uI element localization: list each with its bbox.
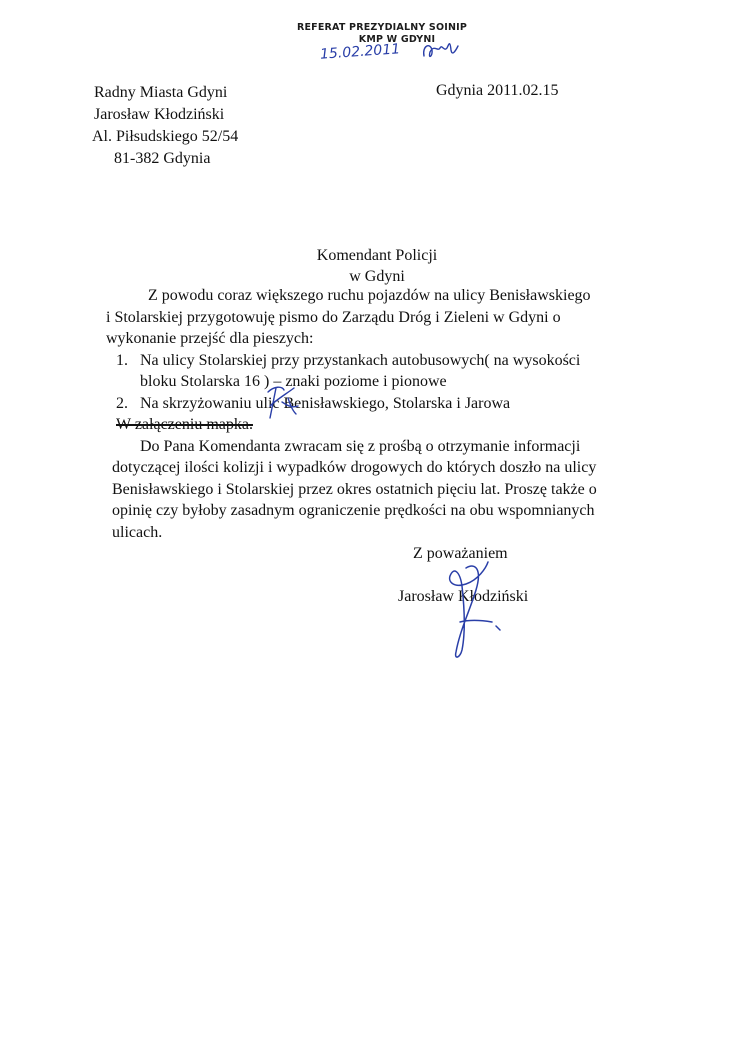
paragraph-2-line-2: dotyczącej ilości kolizji i wypadków drogowych do których doszło na ulicy <box>112 459 597 476</box>
sender-street: Al. Piłsudskiego 52/54 <box>92 128 239 145</box>
sender-title: Radny Miasta Gdyni <box>94 84 228 101</box>
paragraph-1-line-2: i Stolarskiej przygotowuję pismo do Zarządu Dróg i Zieleni w Gdyni o <box>106 308 561 326</box>
paragraph-1-line-3: wykonanie przejść dla pieszych: <box>106 330 314 347</box>
list-item-1-line-1: Na ulicy Stolarskiej przy przystankach autobusowych( na wysokości <box>140 351 581 369</box>
list-item-1-line-2: bloku Stolarska 16 ) – znaki poziome i pionowe <box>140 373 447 390</box>
list-item <box>108 393 648 415</box>
paragraph-2-line-5: ulicach. <box>112 523 163 541</box>
stamp-handwritten-date: 15.02.2011 <box>319 41 401 63</box>
paragraph-1-line-1: Z powodu coraz większego ruchu pojazdów na ulicy Benisławskiego <box>148 287 591 304</box>
letter-body <box>108 285 648 543</box>
sender-name: Jarosław Kłodziński <box>94 106 225 123</box>
letter-date: Gdynia 2011.02.15 <box>436 82 559 99</box>
recipient-line-1: Komendant Policji <box>316 247 438 264</box>
paragraph-2-line-3: Benisławskiego i Stolarskiej przez okres ostatnich pięciu lat. Proszę także o <box>112 480 597 498</box>
list-item-2-line-1: Na skrzyżowaniu ulic Benisławskiego, Stolarska i Jarowa <box>140 394 511 412</box>
paragraph-2-line-4: opinię czy byłoby zasadnym ograniczenie prędkości na obu wspomnianych <box>112 502 595 519</box>
sender-address <box>94 82 238 170</box>
list-number: 2. <box>116 394 128 412</box>
list-number: 1. <box>116 351 128 369</box>
handwritten-initials-icon <box>262 384 302 420</box>
struck-text: W załączeniu mapka. <box>116 416 253 433</box>
stamp-line-1: REFERAT PREZYDIALNY SOINIP <box>296 22 468 33</box>
signer-name: Jarosław Kłodziński <box>398 588 529 605</box>
recipient-line-2: w Gdyni <box>349 268 405 285</box>
stamp-initials-icon <box>420 38 460 66</box>
struck-attachment-note <box>108 414 648 436</box>
list-item <box>108 350 648 393</box>
paragraph-2-line-1: Do Pana Komendanta zwracam się z prośbą o otrzymanie informacji <box>140 437 581 455</box>
list-item-text <box>140 350 648 393</box>
closing-salutation: Z poważaniem <box>413 545 508 562</box>
sender-city: 81-382 Gdynia <box>114 150 211 167</box>
recipient <box>309 245 445 287</box>
signature-icon <box>436 560 516 660</box>
stamp-line-2: KMP W GDYNI <box>358 34 436 45</box>
